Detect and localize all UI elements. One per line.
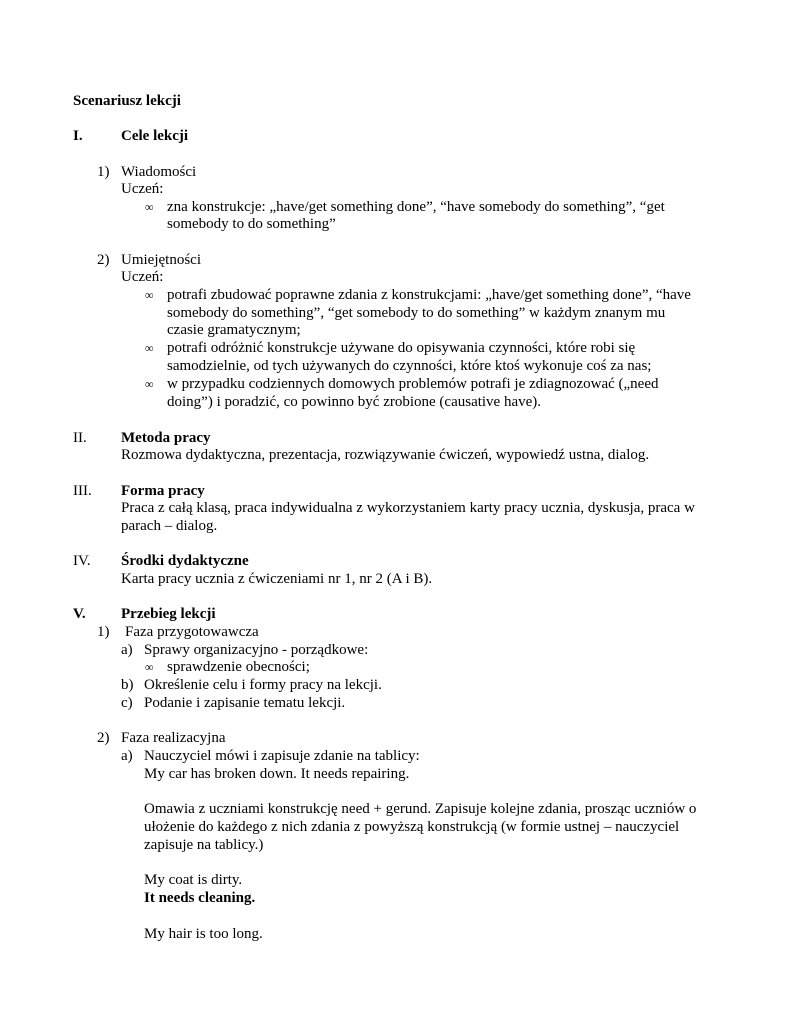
phase-1-label: Faza przygotowawcza (125, 624, 259, 640)
skills-bullet-1-line-3: czasie gramatycznym; (167, 322, 301, 338)
knowledge-student: Uczeń: (121, 181, 164, 197)
knowledge-number: 1) (97, 164, 110, 180)
phase-1-a-letter: a) (121, 642, 133, 658)
skills-bullet-3-line-2: doing”) i poradzić, co powinno być zrobione (causative have). (167, 394, 542, 410)
phase-2-a-text: Nauczyciel mówi i zapisuje zdanie na tablicy: (144, 748, 420, 764)
section-1-heading: Cele lekcji (121, 128, 189, 144)
section-2-number: II. (73, 430, 87, 446)
phase-1-c-text: Podanie i zapisanie tematu lekcji. (144, 695, 346, 711)
skills-bullet-1-line-2: somebody do something”, “get somebody to do something” w każdym znanym mu (167, 305, 666, 321)
phase-1-number: 1) (97, 624, 110, 640)
skills-bullet-2-line-2: samodzielnie, od tych używanych do czynności, które ktoś wykonuje coś za nas; (167, 358, 652, 374)
bullet-icon: ∞ (145, 341, 154, 355)
bullet-icon: ∞ (145, 288, 154, 302)
knowledge-bullet-1-line-2: somebody to do something” (167, 216, 336, 232)
phase-1-b-text: Określenie celu i formy pracy na lekcji. (144, 677, 382, 693)
section-2-heading: Metoda pracy (121, 430, 211, 446)
skills-student: Uczeń: (121, 269, 164, 285)
phase-2-a-letter: a) (121, 748, 133, 764)
phase-1-b-letter: b) (121, 677, 134, 693)
phase-2-paragraph-line-3: zapisuje na tablicy.) (144, 837, 264, 853)
section-3-heading: Forma pracy (121, 483, 205, 499)
section-1-number: I. (73, 128, 83, 144)
knowledge-label: Wiadomości (121, 164, 197, 180)
section-4-text: Karta pracy ucznia z ćwiczeniami nr 1, nr 2 (A i B). (121, 571, 433, 587)
phase-2-number: 2) (97, 730, 110, 746)
section-4-heading: Środki dydaktyczne (121, 553, 249, 569)
skills-bullet-1-line-1: potrafi zbudować poprawne zdania z konstrukcjami: „have/get something done”, “have (167, 287, 691, 303)
knowledge-bullet-1-line-1: zna konstrukcje: „have/get something done”, “have somebody do something”, “get (167, 199, 665, 215)
example-2-sentence: My hair is too long. (144, 926, 263, 942)
phase-2-paragraph-line-2: ułożenie do każdego z nich zdania z powyższą konstrukcją (w formie ustnej – nauczyciel (144, 819, 680, 835)
example-1-sentence: My coat is dirty. (144, 872, 243, 888)
section-4-number: IV. (73, 553, 91, 569)
bullet-icon: ∞ (145, 200, 154, 214)
example-1-answer: It needs cleaning. (144, 890, 256, 906)
section-5-number: V. (73, 606, 86, 622)
section-3-text-line-1: Praca z całą klasą, praca indywidualna z wykorzystaniem karty pracy ucznia, dyskusja, praca w (121, 500, 695, 516)
section-5-heading: Przebieg lekcji (121, 606, 216, 622)
phase-1-a-bullet: sprawdzenie obecności; (167, 659, 310, 675)
phase-2-a-example: My car has broken down. It needs repairing. (144, 766, 410, 782)
bullet-icon: ∞ (145, 377, 154, 391)
section-3-text-line-2: parach – dialog. (121, 518, 218, 534)
skills-label: Umiejętności (121, 252, 201, 268)
section-3-number: III. (73, 483, 92, 499)
phase-2-label: Faza realizacyjna (121, 730, 226, 746)
phase-1-a-text: Sprawy organizacyjno - porządkowe: (144, 642, 369, 658)
skills-number: 2) (97, 252, 110, 268)
phase-1-c-letter: c) (121, 695, 133, 711)
document-title: Scenariusz lekcji (73, 93, 181, 109)
skills-bullet-3-line-1: w przypadku codziennych domowych problemów potrafi je zdiagnozować („need (167, 376, 659, 392)
skills-bullet-2-line-1: potrafi odróżnić konstrukcje używane do opisywania czynności, które robi się (167, 340, 636, 356)
section-2-text: Rozmowa dydaktyczna, prezentacja, rozwiązywanie ćwiczeń, wypowiedź ustna, dialog. (121, 447, 650, 463)
phase-2-paragraph-line-1: Omawia z uczniami konstrukcję need + gerund. Zapisuje kolejne zdania, prosząc uczniów o (144, 801, 697, 817)
bullet-icon: ∞ (145, 660, 154, 674)
